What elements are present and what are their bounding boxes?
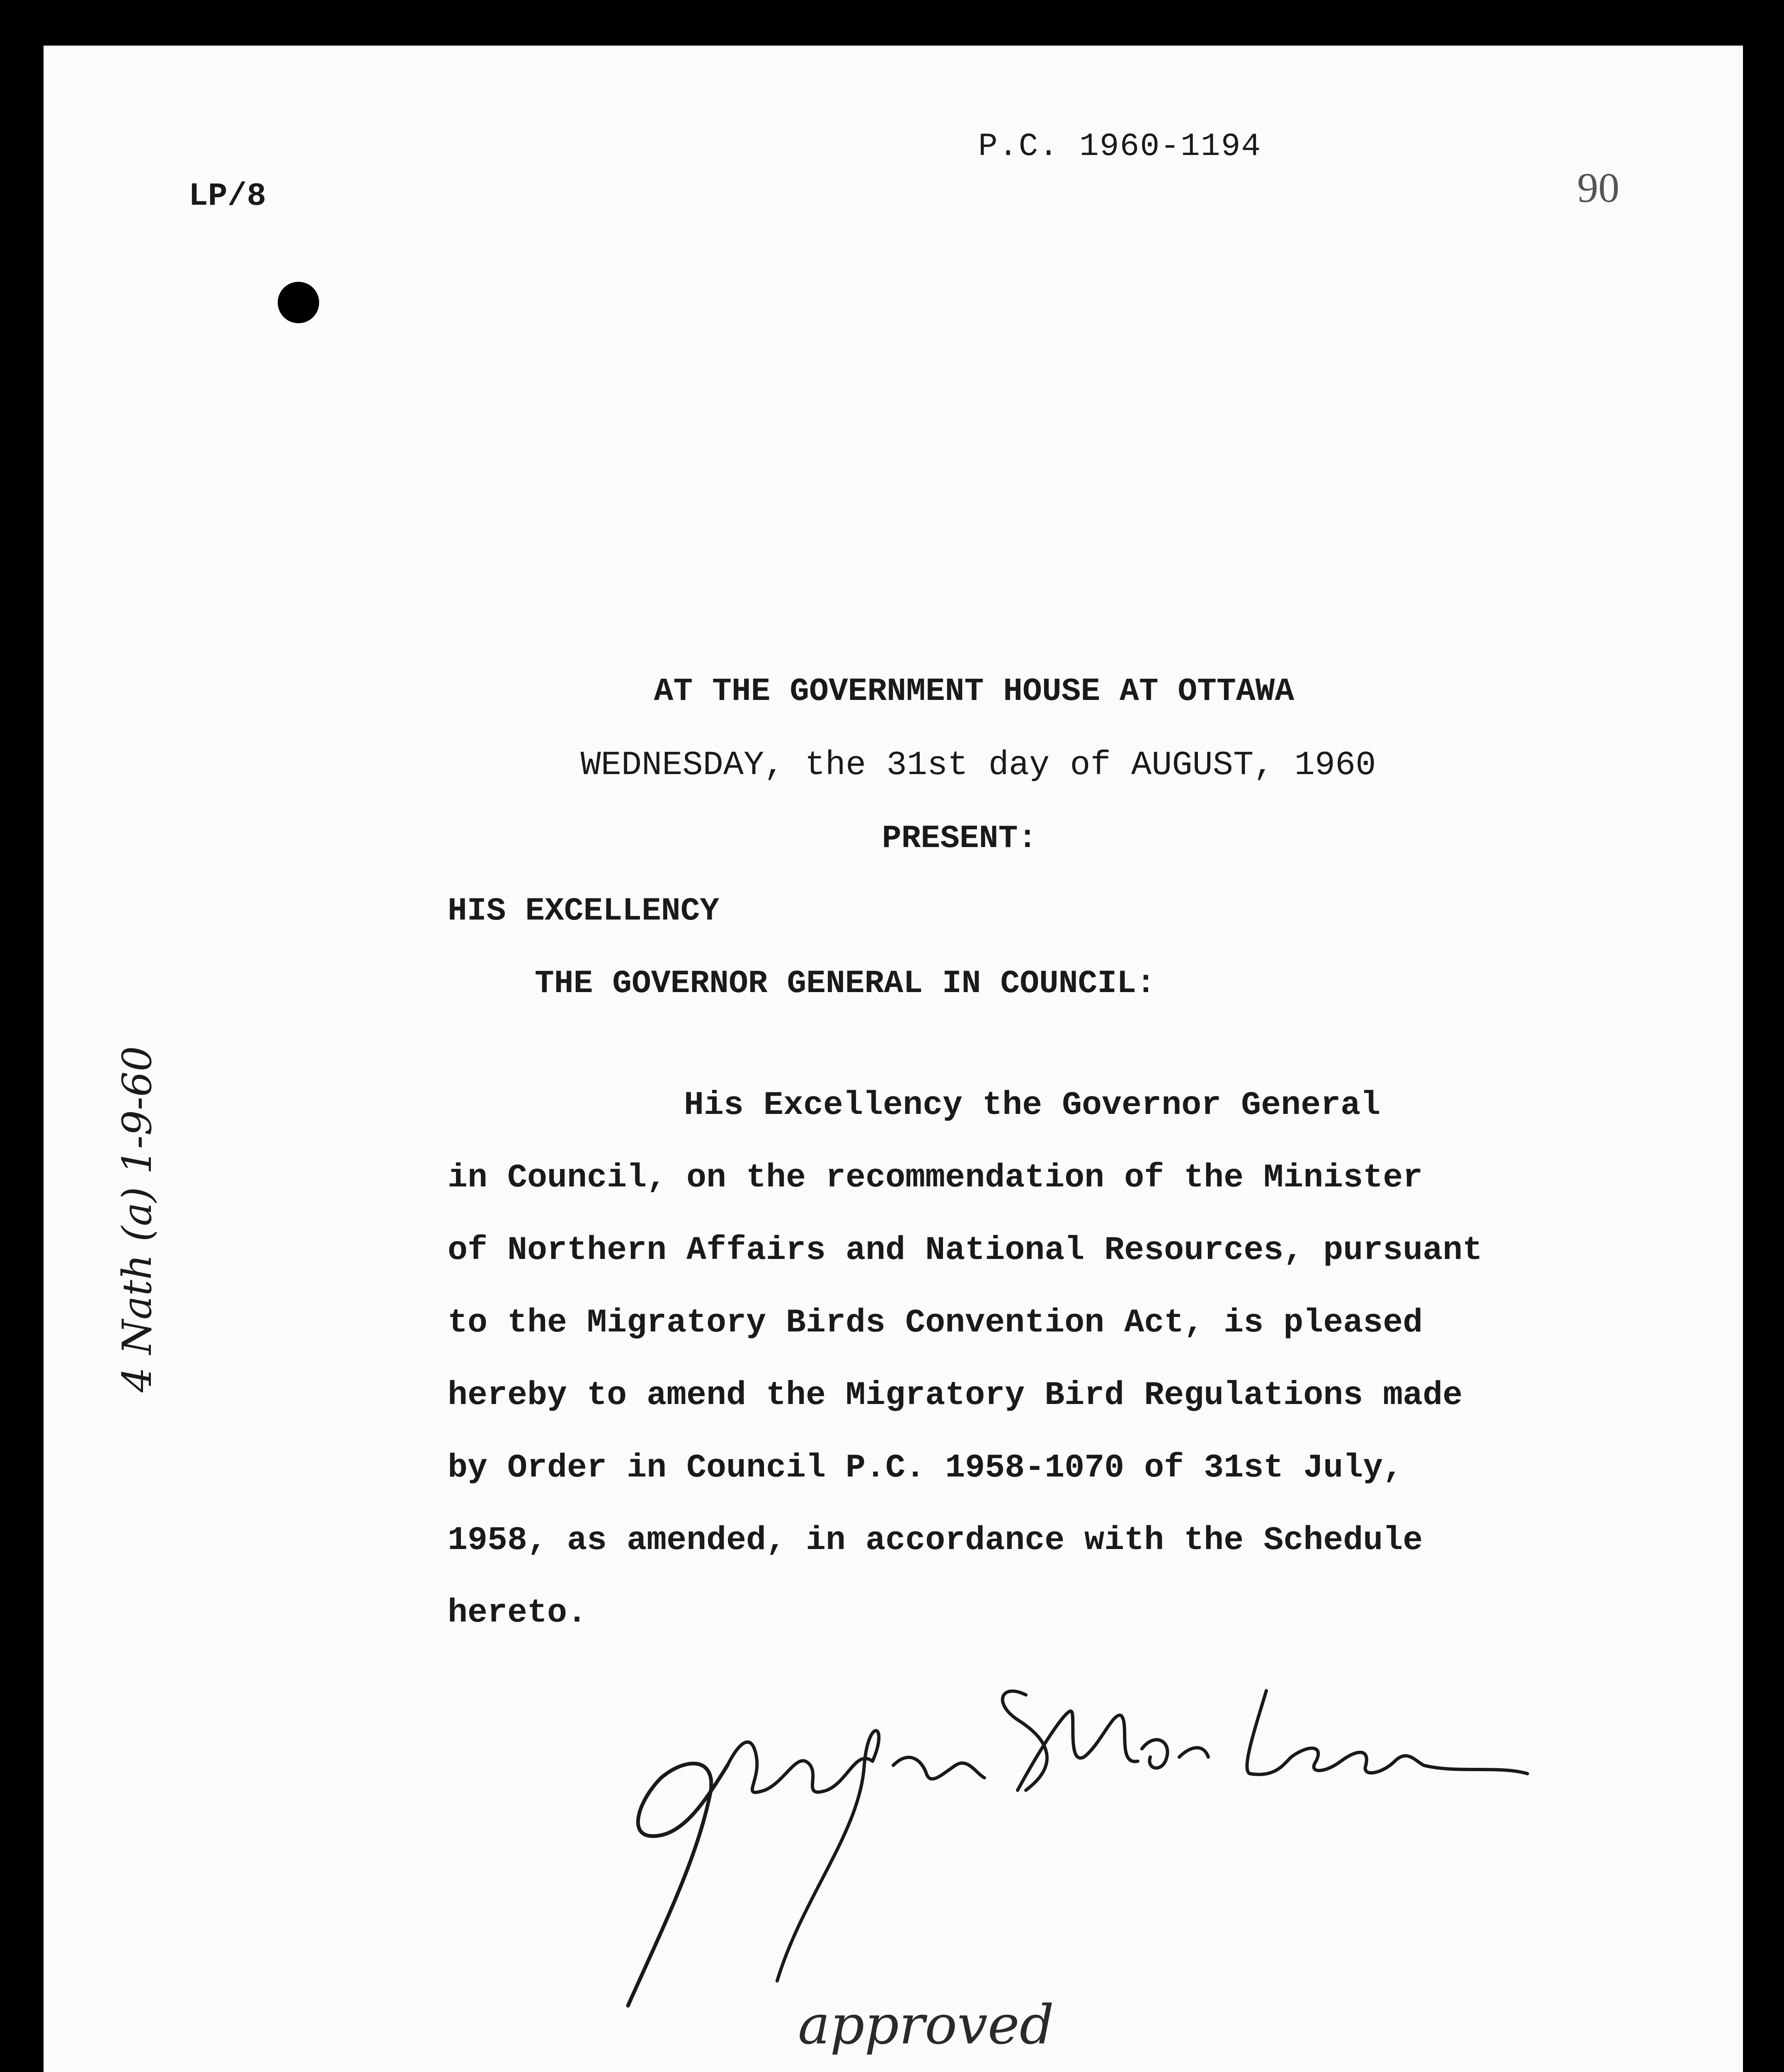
punch-hole-mark bbox=[278, 282, 319, 323]
body-line: hereto. bbox=[448, 1594, 587, 1632]
body-line: hereby to amend the Migratory Bird Regulations made bbox=[448, 1377, 1463, 1414]
file-reference: LP/8 bbox=[189, 178, 267, 215]
body-line: in Council, on the recommendation of the Minister bbox=[448, 1159, 1423, 1197]
location-heading: AT THE GOVERNMENT HOUSE AT OTTAWA bbox=[654, 673, 1294, 710]
body-line: by Order in Council P.C. 1958-1070 of 31st July, bbox=[448, 1449, 1403, 1487]
page-number: 90 bbox=[1577, 165, 1619, 211]
body-line: 1958, as amended, in accordance with the Schedule bbox=[448, 1522, 1423, 1559]
margin-handwritten-note: 4 Nath (a) 1-9-60 bbox=[114, 1046, 160, 1392]
present-heading: PRESENT: bbox=[882, 821, 1037, 857]
body-line: His Excellency the Governor General bbox=[684, 1087, 1381, 1124]
governor-council-line: THE GOVERNOR GENERAL IN COUNCIL: bbox=[535, 966, 1156, 1002]
body-line: to the Migratory Birds Convention Act, is pleased bbox=[448, 1304, 1423, 1342]
governor-signature bbox=[603, 1641, 1556, 2014]
body-line: of Northern Affairs and National Resources, pursuant bbox=[448, 1232, 1483, 1269]
document-page bbox=[44, 46, 1743, 2072]
order-number: P.C. 1960-1194 bbox=[978, 128, 1262, 165]
his-excellency-line: HIS EXCELLENCY bbox=[448, 893, 720, 929]
approval-handwritten-note: approved bbox=[798, 1993, 1054, 2056]
order-body-paragraph bbox=[448, 1069, 1608, 1649]
date-line: WEDNESDAY, the 31st day of AUGUST, 1960 bbox=[580, 746, 1376, 784]
